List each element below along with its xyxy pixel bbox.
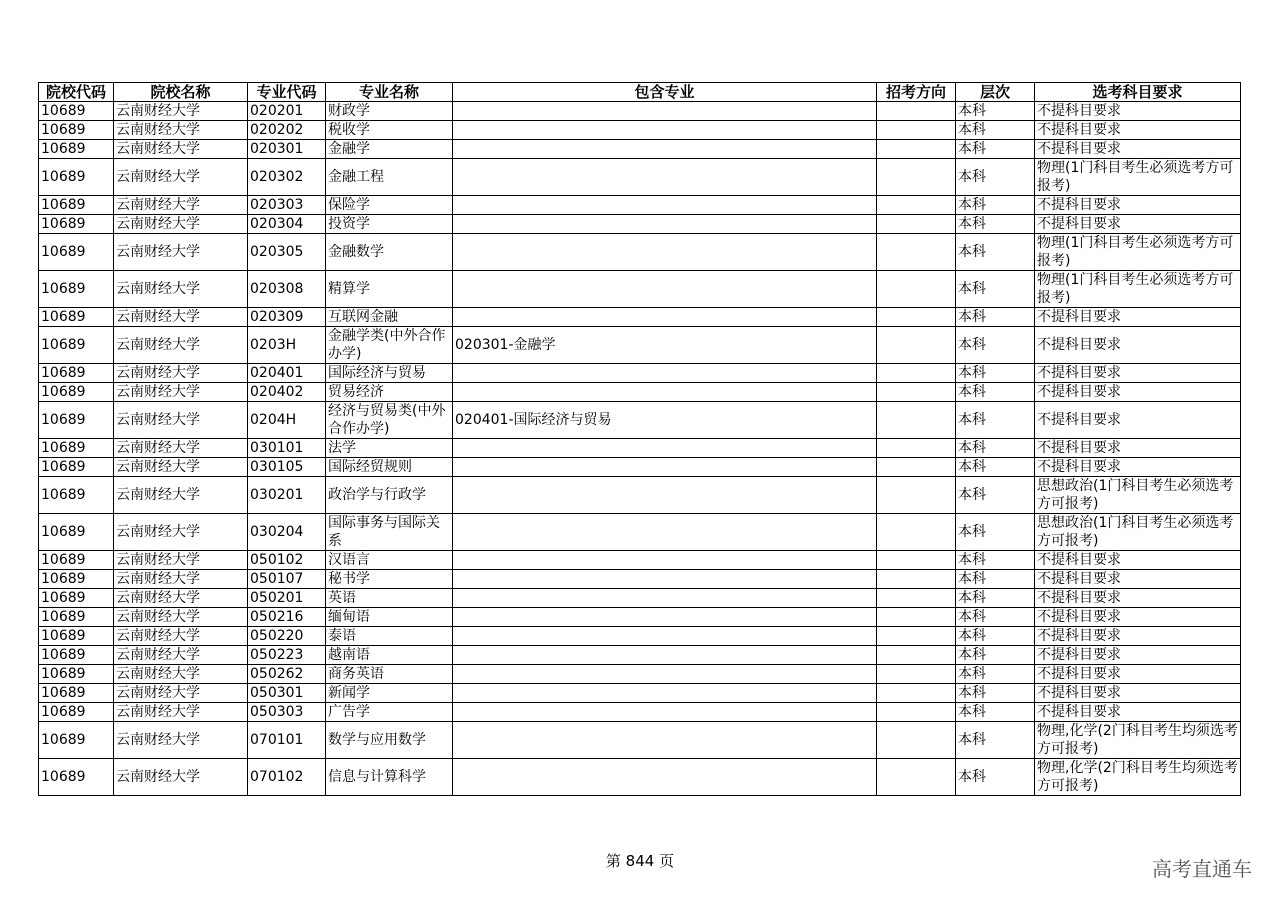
cell-level: 本科 <box>956 703 1035 722</box>
cell-major-name: 越南语 <box>326 646 453 665</box>
cell-direction <box>877 514 956 551</box>
cell-school-name: 云南财经大学 <box>114 271 248 308</box>
cell-level: 本科 <box>956 159 1035 196</box>
column-header: 院校代码 <box>39 83 114 102</box>
cell-school-name: 云南财经大学 <box>114 514 248 551</box>
cell-level: 本科 <box>956 439 1035 458</box>
table-row <box>39 102 1241 121</box>
cell-school-name: 云南财经大学 <box>114 327 248 364</box>
cell-subject-requirement: 不提科目要求 <box>1035 308 1241 327</box>
cell-major-code: 020301 <box>248 140 326 159</box>
header-row <box>39 83 1241 102</box>
cell-level: 本科 <box>956 308 1035 327</box>
cell-direction <box>877 364 956 383</box>
table-row <box>39 514 1241 551</box>
cell-school-code: 10689 <box>39 140 114 159</box>
cell-level: 本科 <box>956 551 1035 570</box>
cell-included-majors <box>453 215 877 234</box>
table-row <box>39 215 1241 234</box>
column-header: 包含专业 <box>453 83 877 102</box>
table-row <box>39 665 1241 684</box>
cell-school-name: 云南财经大学 <box>114 608 248 627</box>
cell-major-code: 070101 <box>248 722 326 759</box>
cell-major-code: 030201 <box>248 477 326 514</box>
cell-school-code: 10689 <box>39 703 114 722</box>
cell-major-name: 国际经济与贸易 <box>326 364 453 383</box>
cell-major-name: 税收学 <box>326 121 453 140</box>
cell-major-code: 050102 <box>248 551 326 570</box>
cell-subject-requirement: 不提科目要求 <box>1035 589 1241 608</box>
cell-level: 本科 <box>956 215 1035 234</box>
cell-major-name: 商务英语 <box>326 665 453 684</box>
cell-included-majors <box>453 308 877 327</box>
cell-school-name: 云南财经大学 <box>114 364 248 383</box>
cell-direction <box>877 383 956 402</box>
cell-subject-requirement: 不提科目要求 <box>1035 684 1241 703</box>
cell-level: 本科 <box>956 589 1035 608</box>
cell-school-code: 10689 <box>39 646 114 665</box>
cell-school-code: 10689 <box>39 215 114 234</box>
cell-school-name: 云南财经大学 <box>114 215 248 234</box>
table-row <box>39 234 1241 271</box>
cell-included-majors <box>453 646 877 665</box>
cell-school-name: 云南财经大学 <box>114 759 248 796</box>
cell-school-name: 云南财经大学 <box>114 196 248 215</box>
table-row <box>39 458 1241 477</box>
cell-subject-requirement: 不提科目要求 <box>1035 364 1241 383</box>
column-header: 院校名称 <box>114 83 248 102</box>
cell-direction <box>877 439 956 458</box>
table-row <box>39 646 1241 665</box>
cell-major-name: 金融工程 <box>326 159 453 196</box>
cell-subject-requirement: 物理(1门科目考生必须选考方可报考) <box>1035 234 1241 271</box>
cell-major-name: 精算学 <box>326 271 453 308</box>
column-header: 专业代码 <box>248 83 326 102</box>
cell-direction <box>877 327 956 364</box>
cell-major-name: 秘书学 <box>326 570 453 589</box>
cell-subject-requirement: 不提科目要求 <box>1035 439 1241 458</box>
cell-major-name: 金融数学 <box>326 234 453 271</box>
table-row <box>39 589 1241 608</box>
cell-school-code: 10689 <box>39 364 114 383</box>
cell-level: 本科 <box>956 477 1035 514</box>
cell-major-name: 金融学类(中外合作办学) <box>326 327 453 364</box>
column-header: 招考方向 <box>877 83 956 102</box>
cell-major-name: 国际事务与国际关系 <box>326 514 453 551</box>
cell-subject-requirement: 不提科目要求 <box>1035 551 1241 570</box>
cell-school-code: 10689 <box>39 589 114 608</box>
table-row <box>39 402 1241 439</box>
column-header: 专业名称 <box>326 83 453 102</box>
cell-subject-requirement: 不提科目要求 <box>1035 665 1241 684</box>
cell-included-majors <box>453 439 877 458</box>
table-row <box>39 271 1241 308</box>
cell-subject-requirement: 不提科目要求 <box>1035 196 1241 215</box>
cell-major-code: 050107 <box>248 570 326 589</box>
cell-level: 本科 <box>956 102 1035 121</box>
cell-level: 本科 <box>956 608 1035 627</box>
cell-school-code: 10689 <box>39 608 114 627</box>
cell-included-majors: 020301-金融学 <box>453 327 877 364</box>
cell-direction <box>877 121 956 140</box>
cell-included-majors <box>453 551 877 570</box>
cell-school-code: 10689 <box>39 196 114 215</box>
cell-direction <box>877 102 956 121</box>
cell-level: 本科 <box>956 759 1035 796</box>
cell-school-name: 云南财经大学 <box>114 121 248 140</box>
cell-major-name: 广告学 <box>326 703 453 722</box>
cell-direction <box>877 159 956 196</box>
cell-school-name: 云南财经大学 <box>114 703 248 722</box>
cell-subject-requirement: 不提科目要求 <box>1035 383 1241 402</box>
cell-included-majors <box>453 458 877 477</box>
cell-school-code: 10689 <box>39 722 114 759</box>
cell-included-majors <box>453 196 877 215</box>
table-body <box>39 102 1241 796</box>
cell-subject-requirement: 物理(1门科目考生必须选考方可报考) <box>1035 271 1241 308</box>
cell-level: 本科 <box>956 140 1035 159</box>
cell-level: 本科 <box>956 646 1035 665</box>
cell-included-majors <box>453 159 877 196</box>
cell-direction <box>877 722 956 759</box>
cell-major-code: 0204H <box>248 402 326 439</box>
table-row <box>39 570 1241 589</box>
cell-major-code: 020402 <box>248 383 326 402</box>
cell-subject-requirement: 思想政治(1门科目考生必须选考方可报考) <box>1035 514 1241 551</box>
cell-subject-requirement: 不提科目要求 <box>1035 703 1241 722</box>
cell-included-majors <box>453 627 877 646</box>
cell-school-name: 云南财经大学 <box>114 477 248 514</box>
table-row <box>39 439 1241 458</box>
cell-included-majors <box>453 102 877 121</box>
cell-included-majors <box>453 477 877 514</box>
cell-school-code: 10689 <box>39 402 114 439</box>
cell-subject-requirement: 不提科目要求 <box>1035 215 1241 234</box>
cell-major-name: 国际经贸规则 <box>326 458 453 477</box>
cell-major-name: 投资学 <box>326 215 453 234</box>
cell-school-name: 云南财经大学 <box>114 308 248 327</box>
cell-level: 本科 <box>956 271 1035 308</box>
cell-school-name: 云南财经大学 <box>114 589 248 608</box>
cell-direction <box>877 215 956 234</box>
cell-school-code: 10689 <box>39 439 114 458</box>
cell-subject-requirement: 物理(1门科目考生必须选考方可报考) <box>1035 159 1241 196</box>
cell-school-name: 云南财经大学 <box>114 551 248 570</box>
cell-major-name: 财政学 <box>326 102 453 121</box>
table-header <box>39 83 1241 102</box>
cell-school-name: 云南财经大学 <box>114 570 248 589</box>
cell-included-majors <box>453 121 877 140</box>
cell-major-name: 金融学 <box>326 140 453 159</box>
table-row <box>39 722 1241 759</box>
cell-subject-requirement: 不提科目要求 <box>1035 102 1241 121</box>
cell-school-code: 10689 <box>39 159 114 196</box>
cell-direction <box>877 234 956 271</box>
cell-school-code: 10689 <box>39 121 114 140</box>
cell-included-majors <box>453 570 877 589</box>
cell-school-code: 10689 <box>39 514 114 551</box>
cell-included-majors <box>453 364 877 383</box>
cell-level: 本科 <box>956 514 1035 551</box>
cell-direction <box>877 458 956 477</box>
table-row <box>39 684 1241 703</box>
cell-major-code: 050220 <box>248 627 326 646</box>
cell-major-code: 020302 <box>248 159 326 196</box>
cell-included-majors: 020401-国际经济与贸易 <box>453 402 877 439</box>
cell-major-code: 020401 <box>248 364 326 383</box>
table-row <box>39 383 1241 402</box>
page-number: 第 844 页 <box>605 852 675 870</box>
cell-school-name: 云南财经大学 <box>114 102 248 121</box>
cell-included-majors <box>453 665 877 684</box>
cell-major-name: 缅甸语 <box>326 608 453 627</box>
cell-major-code: 070102 <box>248 759 326 796</box>
cell-included-majors <box>453 383 877 402</box>
table-row <box>39 196 1241 215</box>
cell-major-code: 020202 <box>248 121 326 140</box>
cell-direction <box>877 196 956 215</box>
cell-included-majors <box>453 271 877 308</box>
cell-level: 本科 <box>956 234 1035 271</box>
watermark: 高考直通车 <box>1152 857 1252 881</box>
cell-school-code: 10689 <box>39 477 114 514</box>
cell-major-code: 020309 <box>248 308 326 327</box>
cell-school-code: 10689 <box>39 102 114 121</box>
table-row <box>39 327 1241 364</box>
cell-major-name: 泰语 <box>326 627 453 646</box>
cell-school-name: 云南财经大学 <box>114 627 248 646</box>
cell-major-code: 020305 <box>248 234 326 271</box>
cell-level: 本科 <box>956 570 1035 589</box>
cell-level: 本科 <box>956 665 1035 684</box>
cell-level: 本科 <box>956 364 1035 383</box>
cell-school-code: 10689 <box>39 458 114 477</box>
table-row <box>39 159 1241 196</box>
cell-subject-requirement: 不提科目要求 <box>1035 608 1241 627</box>
cell-school-code: 10689 <box>39 383 114 402</box>
cell-school-code: 10689 <box>39 327 114 364</box>
cell-school-name: 云南财经大学 <box>114 684 248 703</box>
table-row <box>39 627 1241 646</box>
cell-included-majors <box>453 140 877 159</box>
cell-school-code: 10689 <box>39 234 114 271</box>
cell-subject-requirement: 不提科目要求 <box>1035 402 1241 439</box>
cell-school-name: 云南财经大学 <box>114 646 248 665</box>
cell-subject-requirement: 不提科目要求 <box>1035 121 1241 140</box>
cell-major-code: 030105 <box>248 458 326 477</box>
cell-subject-requirement: 物理,化学(2门科目考生均须选考方可报考) <box>1035 759 1241 796</box>
cell-direction <box>877 703 956 722</box>
cell-major-name: 保险学 <box>326 196 453 215</box>
cell-major-name: 数学与应用数学 <box>326 722 453 759</box>
cell-major-code: 030101 <box>248 439 326 458</box>
cell-direction <box>877 608 956 627</box>
cell-major-code: 020308 <box>248 271 326 308</box>
cell-included-majors <box>453 234 877 271</box>
cell-subject-requirement: 不提科目要求 <box>1035 140 1241 159</box>
cell-level: 本科 <box>956 121 1035 140</box>
cell-direction <box>877 759 956 796</box>
cell-school-code: 10689 <box>39 271 114 308</box>
cell-major-code: 050301 <box>248 684 326 703</box>
cell-school-name: 云南财经大学 <box>114 402 248 439</box>
cell-major-code: 050201 <box>248 589 326 608</box>
cell-major-name: 英语 <box>326 589 453 608</box>
table-row <box>39 364 1241 383</box>
cell-level: 本科 <box>956 627 1035 646</box>
cell-direction <box>877 627 956 646</box>
cell-major-name: 信息与计算科学 <box>326 759 453 796</box>
cell-subject-requirement: 不提科目要求 <box>1035 570 1241 589</box>
cell-direction <box>877 589 956 608</box>
cell-level: 本科 <box>956 402 1035 439</box>
column-header: 选考科目要求 <box>1035 83 1241 102</box>
table-row <box>39 477 1241 514</box>
cell-major-name: 汉语言 <box>326 551 453 570</box>
cell-level: 本科 <box>956 722 1035 759</box>
table-row <box>39 551 1241 570</box>
cell-school-code: 10689 <box>39 570 114 589</box>
column-header: 层次 <box>956 83 1035 102</box>
cell-included-majors <box>453 589 877 608</box>
table-row <box>39 608 1241 627</box>
cell-school-code: 10689 <box>39 308 114 327</box>
cell-direction <box>877 271 956 308</box>
cell-major-name: 政治学与行政学 <box>326 477 453 514</box>
cell-major-code: 050216 <box>248 608 326 627</box>
cell-major-code: 050262 <box>248 665 326 684</box>
cell-major-name: 新闻学 <box>326 684 453 703</box>
table-row <box>39 121 1241 140</box>
admission-table <box>38 82 1241 796</box>
cell-school-name: 云南财经大学 <box>114 383 248 402</box>
cell-included-majors <box>453 703 877 722</box>
cell-school-name: 云南财经大学 <box>114 234 248 271</box>
cell-major-code: 020304 <box>248 215 326 234</box>
cell-included-majors <box>453 759 877 796</box>
cell-subject-requirement: 物理,化学(2门科目考生均须选考方可报考) <box>1035 722 1241 759</box>
cell-school-name: 云南财经大学 <box>114 665 248 684</box>
cell-included-majors <box>453 514 877 551</box>
cell-major-code: 0203H <box>248 327 326 364</box>
cell-level: 本科 <box>956 383 1035 402</box>
cell-direction <box>877 477 956 514</box>
cell-direction <box>877 308 956 327</box>
cell-school-code: 10689 <box>39 551 114 570</box>
table-row <box>39 703 1241 722</box>
cell-level: 本科 <box>956 684 1035 703</box>
cell-direction <box>877 570 956 589</box>
cell-direction <box>877 402 956 439</box>
cell-school-code: 10689 <box>39 684 114 703</box>
cell-school-name: 云南财经大学 <box>114 722 248 759</box>
cell-level: 本科 <box>956 458 1035 477</box>
cell-included-majors <box>453 722 877 759</box>
cell-school-code: 10689 <box>39 627 114 646</box>
cell-direction <box>877 665 956 684</box>
cell-major-name: 互联网金融 <box>326 308 453 327</box>
cell-subject-requirement: 思想政治(1门科目考生必须选考方可报考) <box>1035 477 1241 514</box>
cell-school-name: 云南财经大学 <box>114 140 248 159</box>
cell-direction <box>877 646 956 665</box>
cell-school-name: 云南财经大学 <box>114 458 248 477</box>
cell-major-code: 050303 <box>248 703 326 722</box>
cell-included-majors <box>453 608 877 627</box>
cell-direction <box>877 684 956 703</box>
cell-school-name: 云南财经大学 <box>114 439 248 458</box>
cell-school-code: 10689 <box>39 759 114 796</box>
cell-major-code: 050223 <box>248 646 326 665</box>
cell-major-code: 030204 <box>248 514 326 551</box>
cell-direction <box>877 140 956 159</box>
cell-subject-requirement: 不提科目要求 <box>1035 627 1241 646</box>
table-row <box>39 140 1241 159</box>
cell-level: 本科 <box>956 327 1035 364</box>
cell-major-name: 经济与贸易类(中外合作办学) <box>326 402 453 439</box>
cell-level: 本科 <box>956 196 1035 215</box>
cell-school-code: 10689 <box>39 665 114 684</box>
cell-school-name: 云南财经大学 <box>114 159 248 196</box>
cell-major-code: 020201 <box>248 102 326 121</box>
table-row <box>39 759 1241 796</box>
cell-direction <box>877 551 956 570</box>
cell-major-code: 020303 <box>248 196 326 215</box>
cell-major-name: 法学 <box>326 439 453 458</box>
table-row <box>39 308 1241 327</box>
cell-subject-requirement: 不提科目要求 <box>1035 327 1241 364</box>
cell-subject-requirement: 不提科目要求 <box>1035 646 1241 665</box>
cell-major-name: 贸易经济 <box>326 383 453 402</box>
cell-included-majors <box>453 684 877 703</box>
cell-subject-requirement: 不提科目要求 <box>1035 458 1241 477</box>
